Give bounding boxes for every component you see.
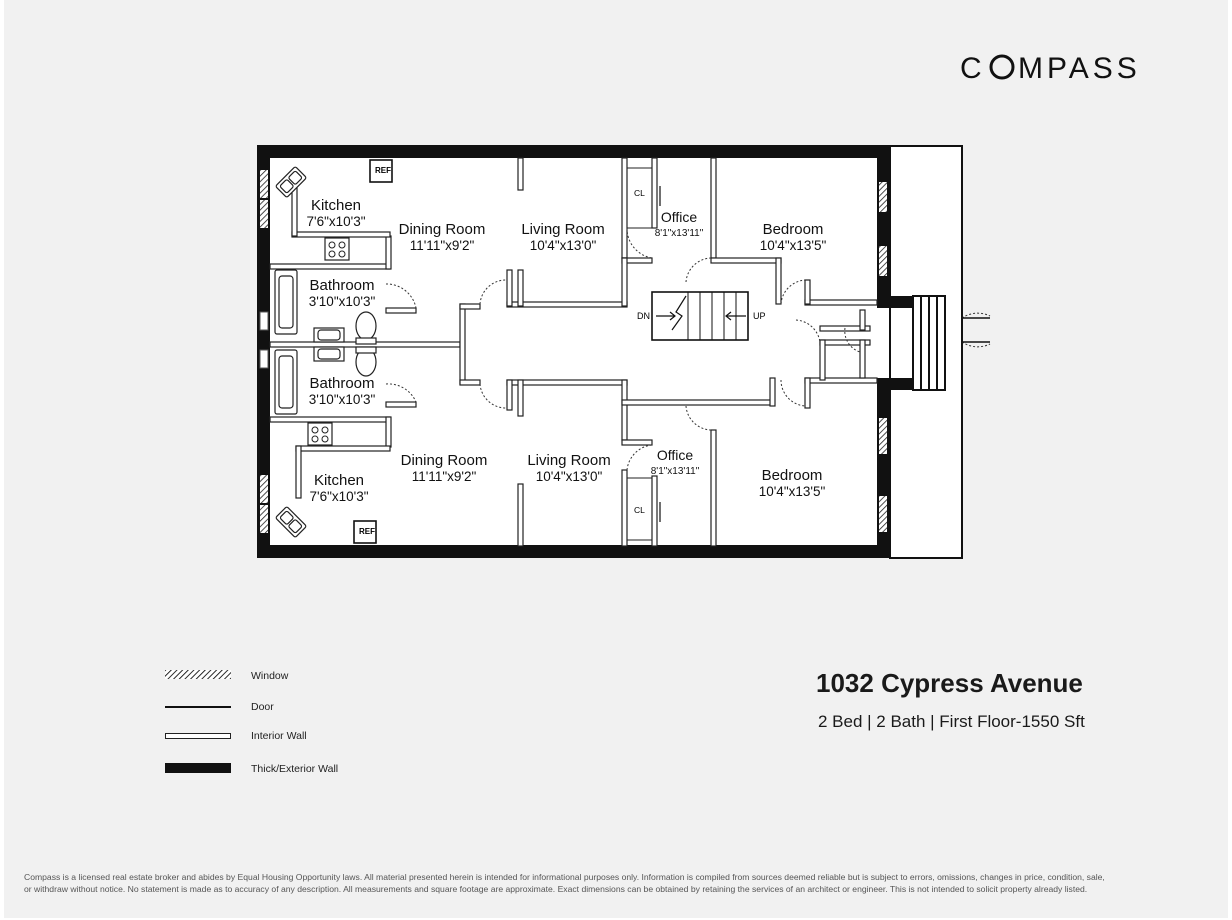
room-name: Office xyxy=(660,209,698,225)
room-label-dining-bottom xyxy=(374,452,514,485)
room-name: Dining Room xyxy=(398,221,486,238)
legend-interior-wall-label: Interior Wall xyxy=(251,730,307,742)
disclaimer xyxy=(24,871,1220,895)
room-name: Kitchen xyxy=(313,472,365,489)
closet-label-bottom: CL xyxy=(634,505,645,515)
svg-text:MPASS: MPASS xyxy=(1018,52,1141,85)
room-name: Dining Room xyxy=(400,452,488,469)
room-name: Office xyxy=(656,447,694,463)
room-label-dining-top xyxy=(372,221,512,254)
room-dimensions: 3'10"x10'3" xyxy=(308,294,376,309)
disclaimer-line-2: or withdraw without notice. No statement is made as to accuracy of any description. All measurements and square footage are approximate. Exact dimensions can be obtained by retaining the services of an architect or engineer. This is not intended to solicit property already listed. xyxy=(24,884,1088,894)
room-dimensions: 8'1"x13'11" xyxy=(650,466,700,477)
legend-window-label: Window xyxy=(251,670,289,682)
room-name: Living Room xyxy=(521,221,605,238)
ref-label-bottom: REF xyxy=(359,527,375,536)
entry-steps xyxy=(913,296,945,390)
legend-door-swatch xyxy=(165,706,231,708)
room-dimensions: 7'6"x10'3" xyxy=(306,214,366,229)
room-dimensions: 10'4"x13'5" xyxy=(759,238,827,253)
floor-plan-sheet xyxy=(4,0,1228,918)
stairs-up-label: UP xyxy=(753,311,766,321)
room-dimensions: 7'6"x10'3" xyxy=(309,489,369,504)
room-name: Kitchen xyxy=(310,197,362,214)
room-dimensions: 10'4"x13'0" xyxy=(529,238,597,253)
legend-window-swatch xyxy=(165,670,231,680)
listing-summary: 2 Bed | 2 Bath | First Floor-1550 Sft xyxy=(818,712,1085,731)
room-name: Bathroom xyxy=(309,277,375,294)
room-label-bath-top xyxy=(272,277,412,310)
room-name: Bedroom xyxy=(761,467,823,484)
disclaimer-line-1: Compass is a licensed real estate broker and abides by Equal Housing Opportunity laws. All material presented herein is intended for informational purposes only. Information is compiled from sources deemed reliable but is subject to errors, omissions, changes in price, condition, sale, xyxy=(24,872,1105,882)
room-dimensions: 10'4"x13'0" xyxy=(535,469,603,484)
room-label-bedroom-bottom xyxy=(722,467,862,500)
listing-address: 1032 Cypress Avenue xyxy=(816,668,1083,698)
room-dimensions: 11'11"x9'2" xyxy=(409,238,475,253)
ref-label-top: REF xyxy=(375,166,391,175)
door-leaves xyxy=(962,318,990,342)
room-dimensions: 8'1"x13'11" xyxy=(654,228,704,239)
room-name: Living Room xyxy=(527,452,611,469)
room-name: Bathroom xyxy=(309,375,375,392)
room-label-bedroom-top xyxy=(723,221,863,254)
stairs-down-label: DN xyxy=(637,311,650,321)
room-dimensions: 10'4"x13'5" xyxy=(758,484,826,499)
staircase xyxy=(652,292,748,340)
svg-text:C: C xyxy=(960,52,986,85)
room-dimensions: 11'11"x9'2" xyxy=(411,469,477,484)
closet-label-top: CL xyxy=(634,188,645,198)
room-label-bath-bottom xyxy=(272,375,412,408)
legend-door-label: Door xyxy=(251,701,274,713)
room-dimensions: 3'10"x10'3" xyxy=(308,392,376,407)
legend-interior-wall-swatch xyxy=(165,733,231,739)
legend-exterior-wall-label: Thick/Exterior Wall xyxy=(251,763,339,775)
legend-exterior-wall-swatch xyxy=(165,763,231,773)
room-name: Bedroom xyxy=(762,221,824,238)
